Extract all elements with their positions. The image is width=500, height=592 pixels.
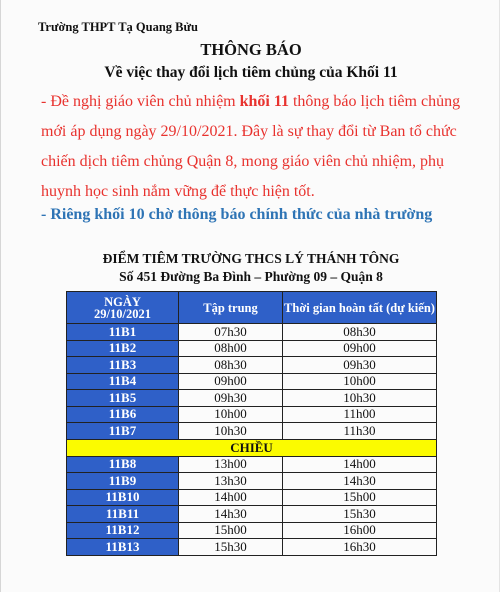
class-cell: 11B5	[67, 390, 179, 407]
gather-time-cell: 13h00	[179, 456, 283, 473]
table-body	[67, 324, 437, 556]
header-finish: Thời gian hoàn tất (dự kiến)	[283, 292, 437, 324]
class-cell: 11B10	[67, 489, 179, 506]
venue-name: ĐIỂM TIÊM TRƯỜNG THCS LÝ THÁNH TÔNG	[102, 251, 400, 266]
schedule-table	[66, 291, 437, 556]
finish-time-cell: 11h00	[283, 406, 437, 423]
class-cell: 11B3	[67, 357, 179, 374]
session-row-afternoon	[67, 439, 437, 456]
table-row	[67, 340, 437, 357]
gather-time-cell: 09h00	[179, 373, 283, 390]
class-cell: 11B4	[67, 373, 179, 390]
session-label: CHIỀU	[67, 439, 437, 456]
table-row	[67, 539, 437, 556]
finish-time-cell: 09h30	[283, 357, 437, 374]
header-date-label: NGÀY	[104, 294, 141, 309]
finish-time-cell: 11h30	[283, 423, 437, 440]
gather-time-cell: 13h30	[179, 473, 283, 490]
gather-time-cell: 14h00	[179, 489, 283, 506]
gather-time-cell: 14h30	[179, 506, 283, 523]
finish-time-cell: 16h00	[283, 522, 437, 539]
notice-subject: Về việc thay đổi lịch tiêm chủng của Khối 11	[104, 64, 398, 81]
class-cell: 11B13	[67, 539, 179, 556]
notice-title: THÔNG BÁO	[200, 40, 302, 59]
header-date-value: 29/10/2021	[94, 306, 151, 321]
table-row	[67, 506, 437, 523]
table-row	[67, 473, 437, 490]
finish-time-cell: 10h30	[283, 390, 437, 407]
notice-highlight: khối 11	[239, 93, 289, 110]
table-row	[67, 522, 437, 539]
header-gather: Tập trung	[179, 292, 283, 324]
table-row	[67, 324, 437, 341]
finish-time-cell: 14h30	[283, 473, 437, 490]
grade10-note: - Riêng khối 10 chờ thông báo chính thức của nhà trường	[41, 206, 433, 223]
table-row	[67, 456, 437, 473]
gather-time-cell: 15h00	[179, 522, 283, 539]
gather-time-cell: 10h30	[179, 423, 283, 440]
table-row	[67, 489, 437, 506]
finish-time-cell: 09h00	[283, 340, 437, 357]
gather-time-cell: 07h30	[179, 324, 283, 341]
school-name: Trường THPT Tạ Quang Bửu	[38, 20, 198, 34]
table-row	[67, 373, 437, 390]
gather-time-cell: 15h30	[179, 539, 283, 556]
notice-text-2: thông báo lịch tiêm chủng mới áp dụng ngày 29/10/2021. Đây là sự thay đổi từ Ban tổ chức chiến dịch tiêm chủng Quận 8, mong giáo viên chủ nhiệm, phụ huynh học sinh nắm vững để thực hiện tốt.	[41, 93, 461, 200]
venue-address: Số 451 Đường Ba Đình – Phường 09 – Quận 8	[119, 269, 383, 284]
table-row	[67, 406, 437, 423]
notice-text-1: - Đề nghị giáo viên chủ nhiệm	[41, 93, 240, 110]
finish-time-cell: 10h00	[283, 373, 437, 390]
gather-time-cell: 08h30	[179, 357, 283, 374]
class-cell: 11B2	[67, 340, 179, 357]
class-cell: 11B9	[67, 473, 179, 490]
class-cell: 11B1	[67, 324, 179, 341]
class-cell: 11B7	[67, 423, 179, 440]
class-cell: 11B8	[67, 456, 179, 473]
gather-time-cell: 10h00	[179, 406, 283, 423]
class-cell: 11B6	[67, 406, 179, 423]
header-date	[67, 292, 179, 324]
gather-time-cell: 09h30	[179, 390, 283, 407]
table-row	[67, 390, 437, 407]
finish-time-cell: 15h30	[283, 506, 437, 523]
table-row	[67, 423, 437, 440]
finish-time-cell: 15h00	[283, 489, 437, 506]
table-row	[67, 357, 437, 374]
finish-time-cell: 14h00	[283, 456, 437, 473]
class-cell: 11B12	[67, 522, 179, 539]
class-cell: 11B11	[67, 506, 179, 523]
finish-time-cell: 08h30	[283, 324, 437, 341]
table-header-row	[67, 292, 437, 324]
notice-paragraph	[41, 87, 481, 207]
finish-time-cell: 16h30	[283, 539, 437, 556]
gather-time-cell: 08h00	[179, 340, 283, 357]
